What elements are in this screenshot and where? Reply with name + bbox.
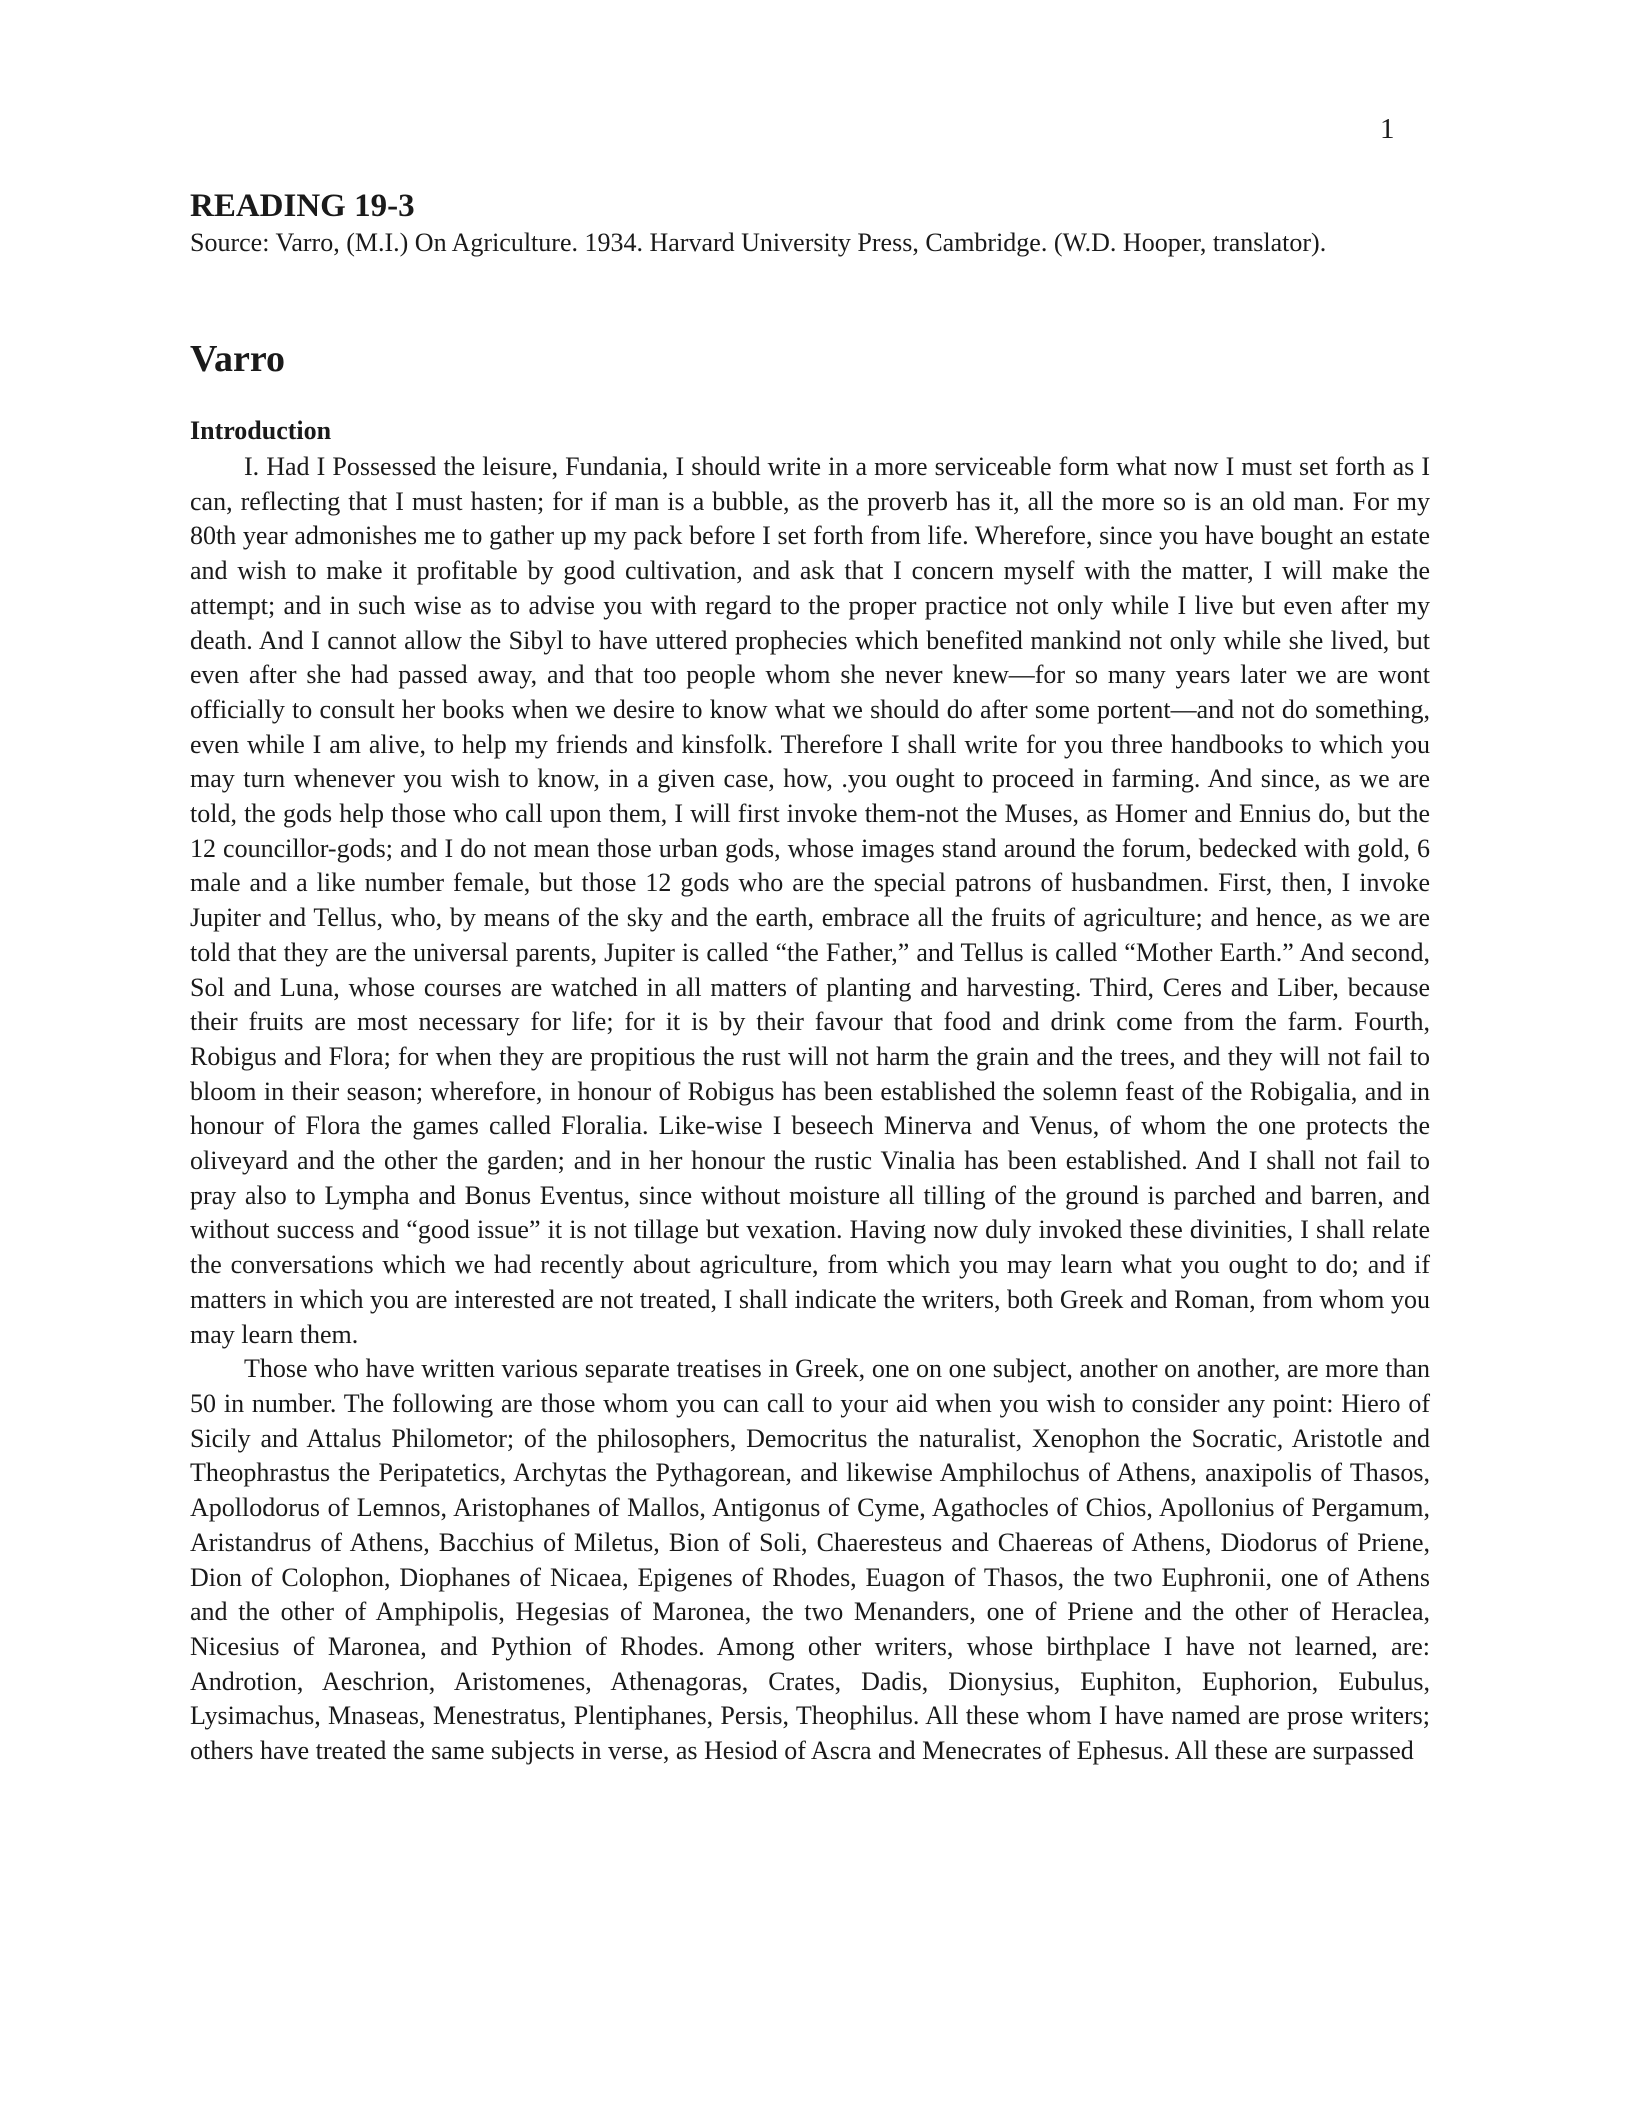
source-citation: Source: Varro, (M.I.) On Agriculture. 1934. Harvard University Press, Cambridge. (W.D. Hooper, translator).	[190, 228, 1327, 257]
document-title: Varro	[190, 338, 285, 380]
paragraph: I. Had I Possessed the leisure, Fundania, I should write in a more serviceable form what now I must set forth as I can, reflecting that I must hasten; for if man is a bubble, as the proverb has it, all the more so is an old man. For my 80th year admonishes me to gather up my pack before I set forth from life. Wherefore, since you have bought an estate and wish to make it profitable by good cultivation, and ask that I concern myself with the matter, I will make the attempt; and in such wise as to advise you with regard to the proper practice not only while I live but even after my death. And I cannot allow the Sibyl to have uttered prophecies which benefited mankind not only while she lived, but even after she had passed away, and that too people whom she never knew—for so many years later we are wont officially to consult her books when we desire to know what we should do after some portent—and not do something, even while I am alive, to help my friends and kinsfolk. Therefore I shall write for you three handbooks to which you may turn whenever you wish to know, in a given case, how, .you ought to proceed in farming. And since, as we are told, the gods help those who call upon them, I will first invoke them-not the Muses, as Homer and Ennius do, but the 12 councillor-gods; and I do not mean those urban gods, whose images stand around the forum, bedecked with gold, 6 male and a like number female, but those 12 gods who are the special patrons of husbandmen. First, then, I invoke Jupiter and Tellus, who, by means of the sky and the earth, embrace all the fruits of agriculture; and hence, as we are told that they are the universal parents, Jupiter is called “the Father,” and Tellus is called “Mother Earth.” And second, Sol and Luna, whose courses are watched in all matters of planting and harvesting. Third, Ceres and Liber, because their fruits are most necessary for life; for it is by their favour that food and drink come from the farm. Fourth, Robigus and Flora; for when they are propitious the rust will not harm the grain and the trees, and they will not fail to bloom in their season; wherefore, in honour of Robigus has been established the solemn feast of the Robigalia, and in honour of Flora the games called Floralia. Like-wise I beseech Minerva and Venus, of whom the one protects the oliveyard and the other the garden; and in her honour the rustic Vinalia has been established. And I shall not fail to pray also to Lympha and Bonus Eventus, since without moisture all tilling of the ground is parched and barren, and without success and “good issue” it is not tillage but vexation. Having now duly invoked these divinities, I shall relate the conversations which we had recently about agriculture, from which you may learn what you ought to do; and if matters in which you are interested are not treated, I shall indicate the writers, both Greek and Roman, from whom you may learn them.	[190, 452, 1430, 1349]
body-text	[190, 450, 1430, 1769]
reading-heading: READING 19-3	[190, 188, 415, 224]
page-number: 1	[1380, 113, 1395, 145]
paragraph: Those who have written various separate treatises in Greek, one on one subject, another on another, are more than 50 in number. The following are those whom you can call to your aid when you wish to consider any point: Hiero of Sicily and Attalus Philometor; of the philosophers, Democritus the naturalist, Xenophon the Socratic, Aristotle and Theophrastus the Peripatetics, Archytas the Pythagorean, and likewise Amphilochus of Athens, anaxipolis of Thasos, Apollodorus of Lemnos, Aristophanes of Mallos, Antigonus of Cyme, Agathocles of Chios, Apollonius of Pergamum, Aristandrus of Athens, Bacchius of Miletus, Bion of Soli, Chaeresteus and Chaereas of Athens, Diodorus of Priene, Dion of Colophon, Diophanes of Nicaea, Epigenes of Rhodes, Euagon of Thasos, the two Euphronii, one of Athens and the other of Amphipolis, Hegesias of Maronea, the two Menanders, one of Priene and the other of Heraclea, Nicesius of Maronea, and Pythion of Rhodes. Among other writers, whose birthplace I have not learned, are: Androtion, Aeschrion, Aristomenes, Athenagoras, Crates, Dadis, Dionysius, Euphiton, Euphorion, Eubulus, Lysimachus, Mnaseas, Menestratus, Plentiphanes, Persis, Theophilus. All these whom I have named are prose writers; others have treated the same subjects in verse, as Hesiod of Ascra and Menecrates of Ephesus. All these are surpassed	[190, 1354, 1430, 1766]
section-heading: Introduction	[190, 416, 332, 445]
